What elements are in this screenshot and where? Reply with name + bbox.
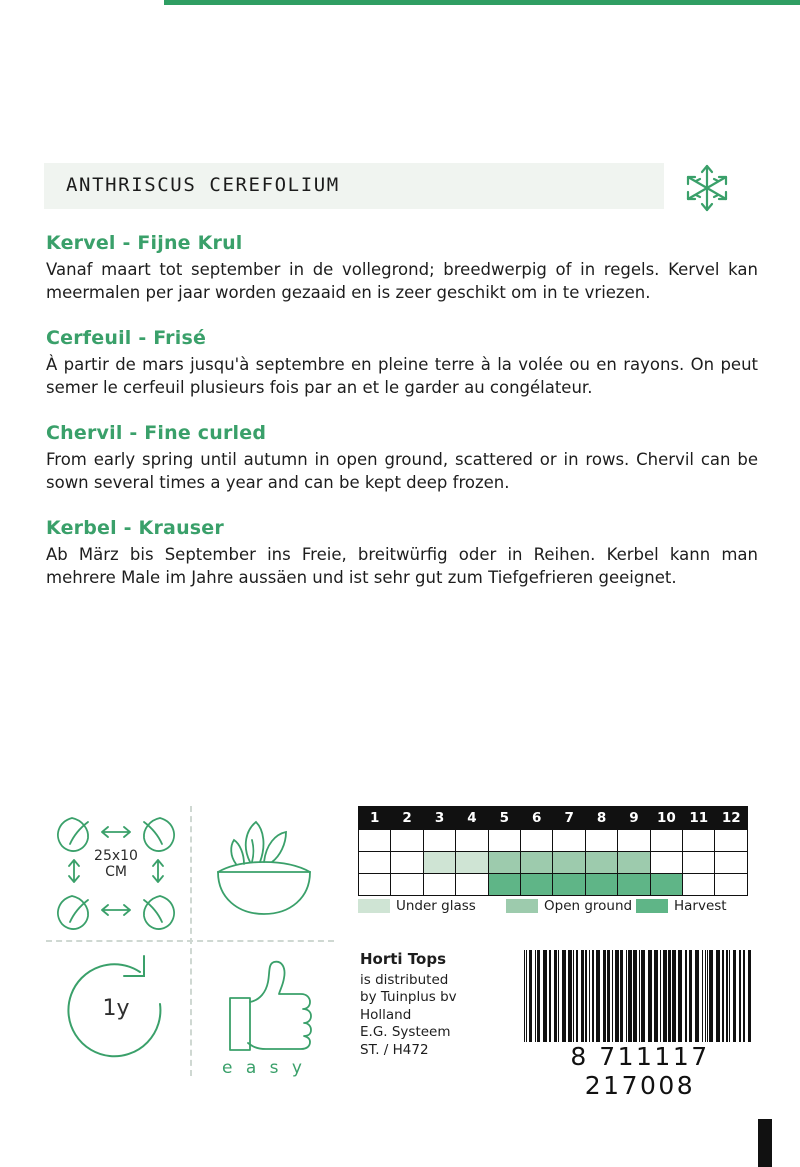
calendar-cell	[359, 852, 391, 874]
month-header: 1	[359, 807, 391, 830]
language-block-nl	[46, 232, 758, 305]
calendar-cell	[585, 852, 617, 874]
calendar-cell	[488, 852, 520, 874]
calendar-cell	[618, 852, 650, 874]
distributor-line-3: Holland	[360, 1006, 412, 1023]
calendar-cell	[521, 874, 553, 896]
calendar-cell	[423, 874, 455, 896]
month-header: 12	[715, 807, 748, 830]
use-pictogram	[192, 800, 336, 938]
legend-label-under-glass: Under glass	[396, 898, 476, 914]
calendar-cell	[391, 830, 423, 852]
legend-item-under-glass	[358, 898, 476, 914]
calendar-cell	[683, 830, 715, 852]
spacing-pictogram	[44, 800, 188, 938]
latin-name-band	[44, 163, 664, 209]
distributor-line-1: is distributed	[360, 971, 449, 988]
calendar-row-under-glass	[359, 830, 748, 852]
distributor-line-4: E.G. Systeem	[360, 1024, 451, 1041]
calendar-cell	[553, 852, 585, 874]
calendar-cell	[715, 830, 748, 852]
description-nl: Vanaf maart tot september in de vollegrond; breedwerpig of in regels. Kervel kan meermalen per jaar worden gezaaid en is zeer geschikt om in te vriezen.	[46, 260, 758, 303]
spacing-value: 25x10	[94, 848, 138, 864]
description-fr: À partir de mars jusqu'à septembre en pleine terre à la volée ou en rayons. On peut semer le cerfeuil plusieurs fois par an et le garder au congélateur.	[46, 354, 758, 398]
distributor-line-5: ST. / H472	[360, 1041, 429, 1058]
month-header: 9	[618, 807, 650, 830]
month-header: 7	[553, 807, 585, 830]
spacing-unit: CM	[105, 864, 127, 881]
calendar-cell	[359, 830, 391, 852]
calendar-cell	[456, 874, 488, 896]
month-header: 6	[521, 807, 553, 830]
snowflake-icon	[672, 158, 742, 218]
brand-name: Horti Tops	[360, 950, 447, 968]
calendar-cell	[585, 874, 617, 896]
sowing-calendar	[358, 806, 748, 896]
barcode-bars	[524, 950, 756, 1042]
month-header: 11	[683, 807, 715, 830]
variety-name-de: Kerbel - Krauser	[46, 516, 224, 539]
variety-name-nl: Kervel - Fijne Krul	[46, 232, 243, 254]
calendar-row-harvest	[359, 874, 748, 896]
bottom-edge-mark	[758, 1119, 772, 1167]
calendar-row-open-ground	[359, 852, 748, 874]
calendar-cell	[391, 874, 423, 896]
calendar-cell	[488, 830, 520, 852]
calendar-cell	[391, 852, 423, 874]
pictogram-grid	[44, 800, 334, 1080]
calendar-header-row	[359, 807, 748, 830]
description-de: Ab März bis September ins Freie, breitwürfig oder in Reihen. Kerbel kann man mehrere Male im Jahre aussäen und ist sehr gut zum Tiefgefrieren geeignet.	[46, 544, 758, 587]
month-header: 4	[456, 807, 488, 830]
variety-name-fr: Cerfeuil - Frisé	[46, 326, 207, 349]
latin-name: ANTHRISCUS CEREFOLIUM	[66, 174, 340, 196]
language-block-fr	[46, 327, 758, 400]
calendar-cell	[521, 830, 553, 852]
calendar-cell	[521, 852, 553, 874]
barcode-number: 8 711117 217008	[570, 1042, 710, 1100]
calendar-cell	[359, 874, 391, 896]
calendar-cell	[423, 830, 455, 852]
calendar-cell	[715, 852, 748, 874]
legend-swatch-harvest	[636, 899, 668, 913]
variety-name-en: Chervil - Fine curled	[46, 421, 267, 444]
language-block-de	[46, 517, 758, 590]
legend-swatch-under-glass	[358, 899, 390, 913]
language-block-en	[46, 422, 758, 495]
distributor-info	[360, 950, 510, 1059]
calendar-cell	[650, 830, 682, 852]
month-header: 10	[650, 807, 682, 830]
grid-divider-horizontal	[46, 940, 334, 942]
legend-item-harvest	[636, 898, 727, 914]
legend-item-open-ground	[506, 898, 632, 914]
month-header: 2	[391, 807, 423, 830]
calendar-cell	[683, 874, 715, 896]
legend-label-harvest: Harvest	[674, 898, 727, 914]
legend-swatch-open-ground	[506, 899, 538, 913]
calendar-cell	[456, 830, 488, 852]
month-header: 3	[423, 807, 455, 830]
description-en: From early spring until autumn in open ground, scattered or in rows. Chervil can be sown several times a year and can be kept deep frozen.	[46, 449, 758, 493]
barcode	[524, 950, 756, 1100]
description-blocks	[46, 232, 758, 609]
calendar-cell	[553, 874, 585, 896]
calendar-cell	[423, 852, 455, 874]
difficulty-label: e a s y	[221, 1058, 306, 1078]
calendar-cell	[683, 852, 715, 874]
calendar-cell	[456, 852, 488, 874]
month-header: 5	[488, 807, 520, 830]
difficulty-pictogram	[192, 944, 336, 1082]
calendar-cell	[650, 852, 682, 874]
lifecycle-value: 1y	[102, 996, 130, 1021]
calendar-cell	[618, 830, 650, 852]
calendar-cell	[553, 830, 585, 852]
calendar-cell	[715, 874, 748, 896]
calendar-cell	[618, 874, 650, 896]
month-header: 8	[585, 807, 617, 830]
calendar-cell	[488, 874, 520, 896]
calendar-cell	[650, 874, 682, 896]
distributor-line-2: by Tuinplus bv	[360, 989, 457, 1006]
calendar-cell	[585, 830, 617, 852]
lifecycle-pictogram	[44, 944, 188, 1082]
legend-label-open-ground: Open ground	[544, 898, 633, 914]
spacing-label	[44, 848, 188, 880]
